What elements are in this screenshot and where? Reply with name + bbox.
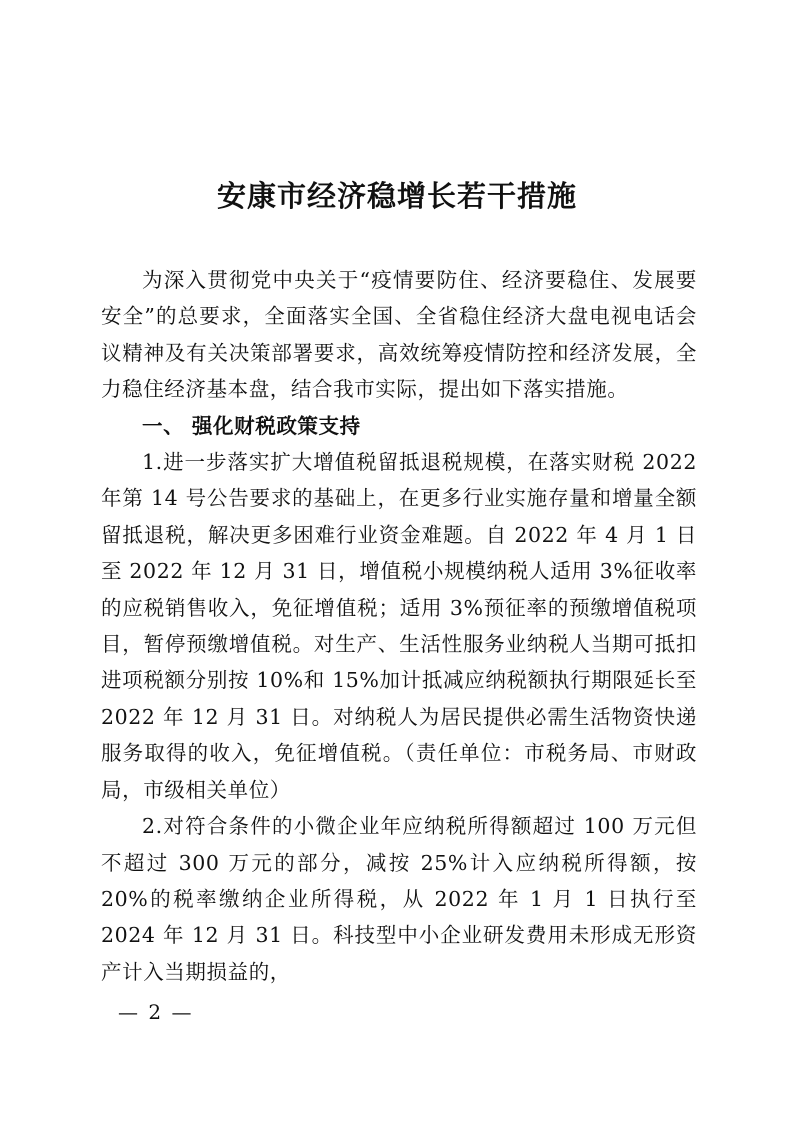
section-heading: 一、 强化财税政策支持 <box>142 413 361 438</box>
document-title: 安康市经济稳增长若干措施 <box>216 179 577 213</box>
item-paragraph-2: 2.对符合条件的小微企业年应纳税所得额超过 100 万元但不超过 300 万元的部分，减按 25%计入应纳税所得额，按 20%的税率缴纳企业所得税，从 2022 年 1 月 1 日执行至 2024 年 12 月 31 日。科技型中小企业研发费用未形成无形资产计入当期损益的， <box>101 814 697 984</box>
page-number: — 2 — <box>118 1000 194 1024</box>
document-body <box>101 262 697 990</box>
intro-paragraph: 为深入贯彻党中央关于“疫情要防住、经济要稳住、发展要安全”的总要求，全面落实全国、全省稳住经济大盘电视电话会议精神及有关决策部署要求，高效统筹疫情防控和经济发展，全力稳住经济基本盘，结合我市实际，提出如下落实措施。 <box>101 268 697 402</box>
item-paragraph-1: 1.进一步落实扩大增值税留抵退税规模，在落实财税 2022 年第 14 号公告要求的基础上，在更多行业实施存量和增量全额留抵退税，解决更多困难行业资金难题。自 2022 年 4 月 1 日至 2022 年 12 月 31 日，增值税小规模纳税人适用 3%征收率的应税销售收入，免征增值税；适用 3%预征率的预缴增值税项目，暂停预缴增值税。对生产、生活性服务业纳税人当期可抵扣进项税额分别按 10%和 15%加计抵减应纳税额执行期限延长至 2022 年 12 月 31 日。对纳税人为居民提供必需生活物资快递服务取得的收入，免征增值税。（责任单位：市税务局、市财政局，市级相关单位） <box>101 450 697 802</box>
